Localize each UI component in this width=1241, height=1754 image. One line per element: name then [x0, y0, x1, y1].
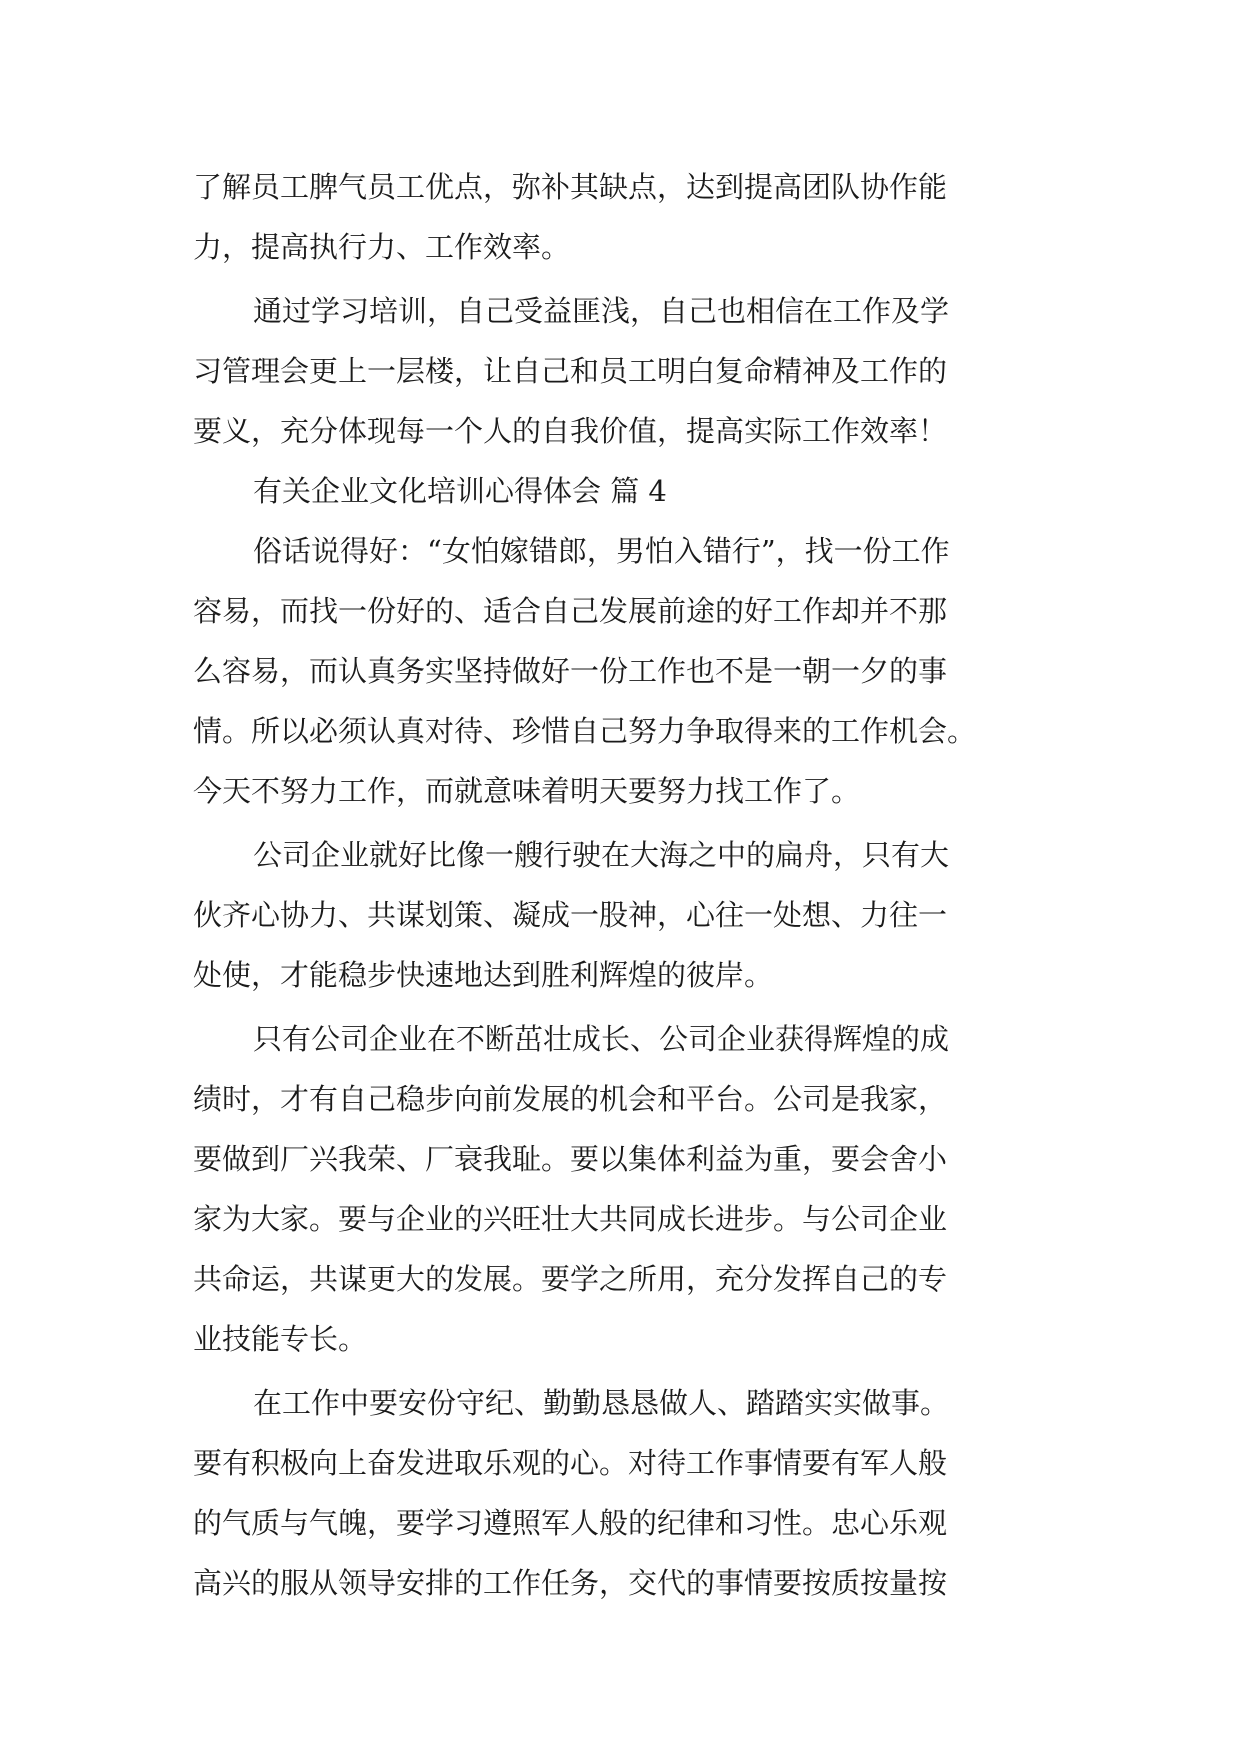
- paragraph: [193, 521, 1053, 821]
- section-heading: [193, 461, 1053, 521]
- paragraph: [193, 1009, 1053, 1369]
- text-line: 要义，充分体现每一个人的自我价值，提高实际工作效率！: [193, 414, 948, 448]
- paragraph: [193, 825, 1053, 1005]
- text-line: 业技能专长。: [193, 1322, 368, 1356]
- text-line: 容易，而找一份好的、适合自己发展前途的好工作却并不那: [193, 594, 948, 628]
- text-line: 家为大家。要与企业的兴旺壮大共同成长进步。与公司企业: [193, 1202, 948, 1236]
- text-line: 伙齐心协力、共谋划策、凝成一股神，心往一处想、力往一: [193, 898, 948, 932]
- document-body: [193, 157, 1053, 1613]
- text-line: 了解员工脾气员工优点，弥补其缺点，达到提高团队协作能: [193, 170, 948, 204]
- paragraph: [193, 281, 1053, 461]
- text-line: 高兴的服从领导安排的工作任务，交代的事情要按质按量按: [193, 1566, 948, 1600]
- text-line: 在工作中要安份守纪、勤勤恳恳做人、踏踏实实做事。: [253, 1386, 950, 1420]
- text-line: 俗话说得好：“女怕嫁错郎，男怕入错行”，找一份工作: [253, 534, 950, 568]
- paragraph: [193, 1373, 1053, 1613]
- text-line: 要有积极向上奋发进取乐观的心。对待工作事情要有军人般: [193, 1446, 948, 1480]
- heading-text: 有关企业文化培训心得体会 篇 4: [253, 474, 667, 508]
- text-line: 的气质与气魄，要学习遵照军人般的纪律和习性。忠心乐观: [193, 1506, 948, 1540]
- text-line: 只有公司企业在不断茁壮成长、公司企业获得辉煌的成: [253, 1022, 950, 1056]
- text-line: 通过学习培训，自己受益匪浅，自己也相信在工作及学: [253, 294, 950, 328]
- text-line: 绩时，才有自己稳步向前发展的机会和平台。公司是我家，: [193, 1082, 948, 1116]
- text-line: 情。所以必须认真对待、珍惜自己努力争取得来的工作机会。: [193, 714, 977, 748]
- text-line: 今天不努力工作，而就意味着明天要努力找工作了。: [193, 774, 861, 808]
- text-line: 习管理会更上一层楼，让自己和员工明白复命精神及工作的: [193, 354, 948, 388]
- text-line: 要做到厂兴我荣、厂衰我耻。要以集体利益为重，要会舍小: [193, 1142, 948, 1176]
- text-line: 力，提高执行力、工作效率。: [193, 230, 571, 264]
- paragraph: [193, 157, 1053, 277]
- text-line: 么容易，而认真务实坚持做好一份工作也不是一朝一夕的事: [193, 654, 948, 688]
- text-line: 公司企业就好比像一艘行驶在大海之中的扁舟，只有大: [253, 838, 950, 872]
- text-line: 共命运，共谋更大的发展。要学之所用，充分发挥自己的专: [193, 1262, 948, 1296]
- text-line: 处使，才能稳步快速地达到胜利辉煌的彼岸。: [193, 958, 774, 992]
